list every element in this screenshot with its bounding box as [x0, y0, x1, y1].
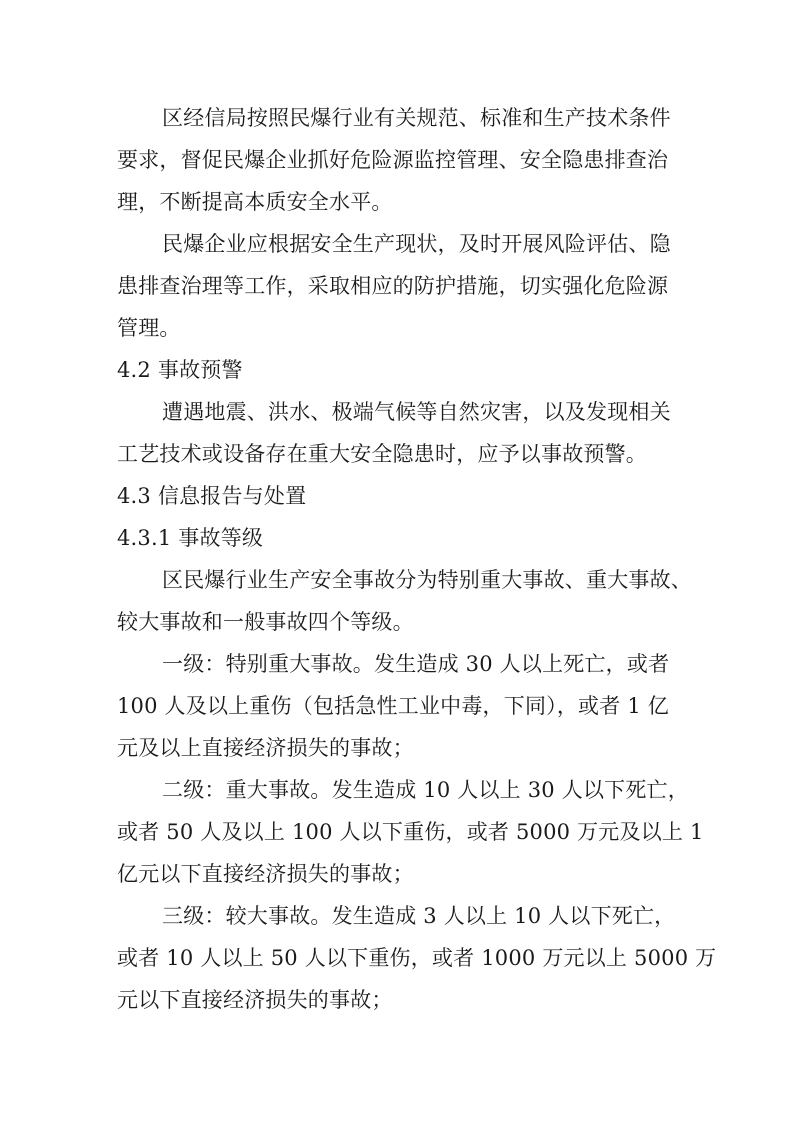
paragraph-line: 遭遇地震、洪水、极端气候等自然灾害，以及发现相关 — [162, 400, 671, 424]
paragraph-line: 或者 50 人及以上 100 人以下重伤，或者 5000 万元及以上 1 — [117, 820, 704, 844]
paragraph-line: 管理。 — [117, 316, 181, 340]
subsection-heading: 4.3.1 事故等级 — [117, 526, 264, 550]
paragraph-line: 工艺技术或设备存在重大安全隐患时，应予以事故预警。 — [117, 442, 647, 466]
section-heading: 4.2 事故预警 — [117, 358, 243, 382]
paragraph-line: 元以下直接经济损失的事故； — [117, 988, 393, 1012]
paragraph-line: 100 人及以上重伤（包括急性工业中毒，下同），或者 1 亿 — [117, 694, 669, 718]
paragraph-line: 理，不断提高本质安全水平。 — [117, 190, 393, 214]
section-heading: 4.3 信息报告与处置 — [117, 484, 307, 508]
paragraph-line: 亿元以下直接经济损失的事故； — [117, 862, 414, 886]
paragraph-line: 三级：较大事故。发生造成 3 人以上 10 人以下死亡， — [162, 904, 676, 928]
paragraph-line: 二级：重大事故。发生造成 10 人以上 30 人以下死亡， — [162, 778, 689, 802]
paragraph-line: 区经信局按照民爆行业有关规范、标准和生产技术条件 — [162, 106, 671, 130]
paragraph-line: 民爆企业应根据安全生产现状，及时开展风险评估、隐 — [162, 232, 671, 256]
paragraph-line: 或者 10 人以上 50 人以下重伤，或者 1000 万元以上 5000 万 — [117, 946, 717, 970]
paragraph-line: 区民爆行业生产安全事故分为特别重大事故、重大事故、 — [162, 568, 692, 592]
paragraph-line: 元及以上直接经济损失的事故； — [117, 736, 414, 760]
paragraph-line: 要求，督促民爆企业抓好危险源监控管理、安全隐患排查治 — [117, 148, 669, 172]
paragraph-line: 一级：特别重大事故。发生造成 30 人以上死亡，或者 — [162, 652, 670, 676]
paragraph-line: 患排查治理等工作，采取相应的防护措施，切实强化危险源 — [117, 274, 669, 298]
paragraph-line: 较大事故和一般事故四个等级。 — [117, 610, 414, 634]
